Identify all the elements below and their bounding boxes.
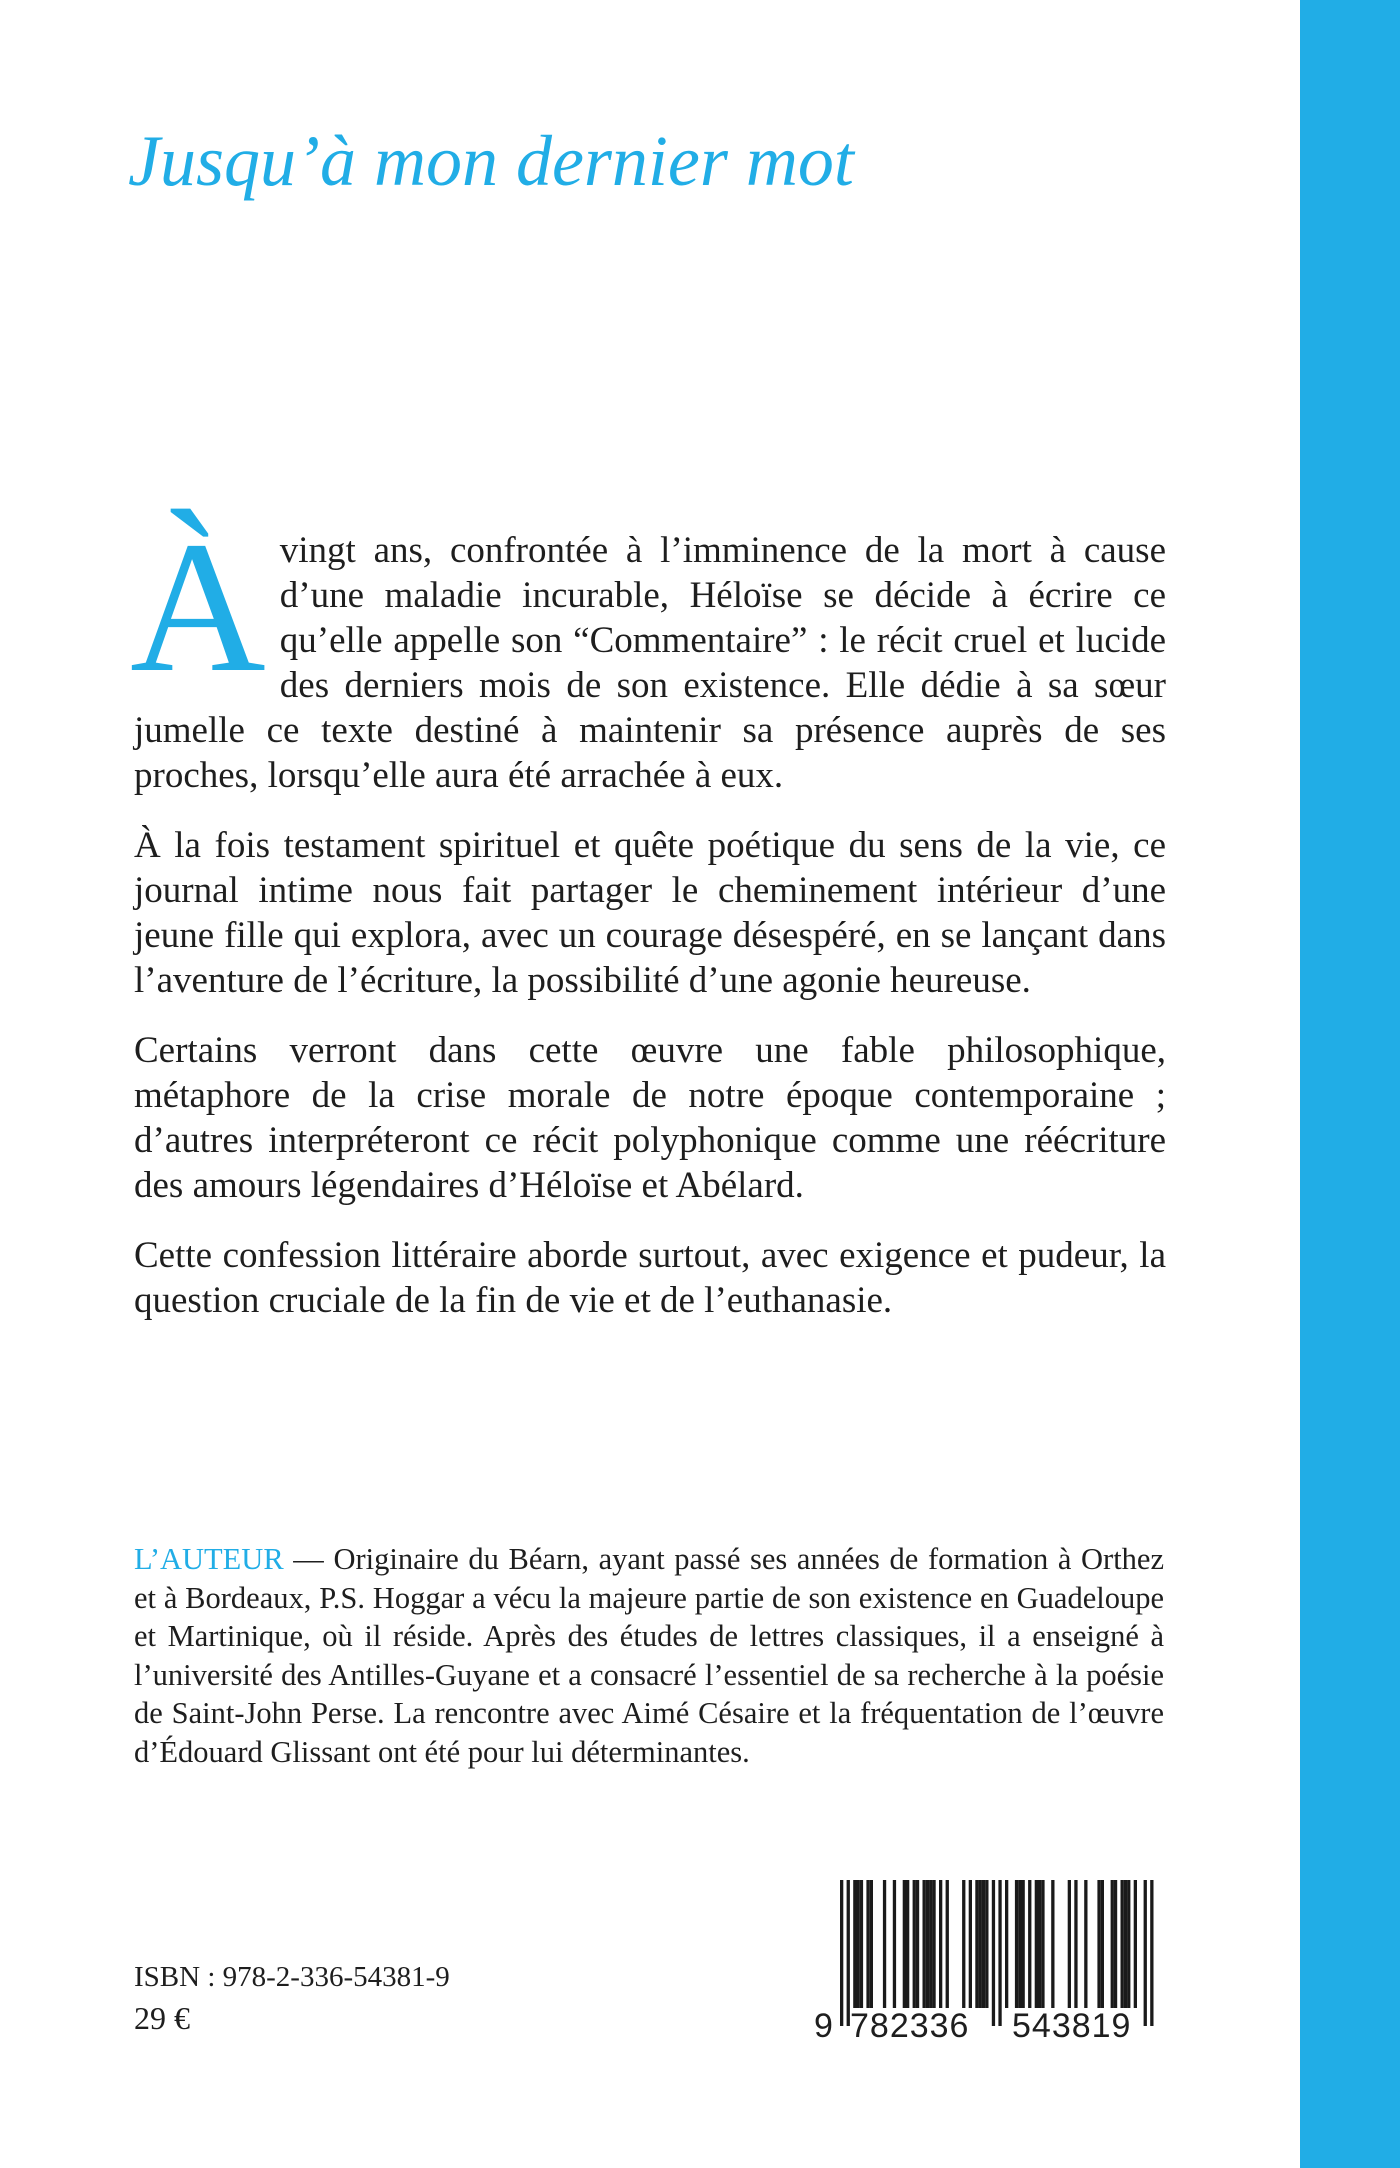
barcode-bar (929, 1880, 932, 2008)
barcode-bar (923, 1880, 926, 2008)
barcode-left-group: 782336 (850, 2007, 970, 2045)
barcode (814, 1880, 1166, 2048)
barcode-bar (847, 1880, 850, 2026)
barcode-bar (982, 1880, 985, 2008)
barcode-bar (1005, 1880, 1008, 2008)
barcode-bar (1038, 1880, 1041, 2008)
barcode-bar (939, 1880, 942, 2008)
barcode-first-digit: 9 (814, 2007, 834, 2045)
barcode-bar (1144, 1880, 1147, 2026)
blurb-paragraph-1 (130, 502, 1166, 798)
barcode-bar (893, 1880, 896, 2008)
blurb-paragraph-4: Cette confession littéraire aborde surtout, avec exigence et pudeur, la question cruciale de la fin de vie et de l’euthanasie. (134, 1235, 1166, 1321)
barcode-bar (1134, 1880, 1137, 2008)
barcode-bar (883, 1880, 886, 2008)
barcode-bar (1028, 1880, 1031, 2008)
barcode-bar (1097, 1880, 1100, 2008)
barcode-bar (975, 1880, 978, 2008)
barcode-bar (870, 1880, 873, 2008)
barcode-bar (1074, 1880, 1077, 2008)
barcode-bar (1022, 1880, 1025, 2008)
barcode-bar (998, 1880, 1001, 2026)
barcode-bar (860, 1880, 863, 2008)
barcode-bar (985, 1880, 988, 2008)
blurb-paragraph-2: À la fois testament spirituel et quête poétique du sens de la vie, ce journal intime nous fait partager le cheminement intérieur d’une jeune fille qui explora, avec un courage désespéré, en se lançant dans l’aventure de l’écriture, la possibilité d’une agonie heureuse. (134, 825, 1166, 1001)
barcode-bar (1068, 1880, 1071, 2008)
barcode-bar (1101, 1880, 1104, 2008)
isbn: ISBN : 978-2-336-54381-9 (134, 1961, 450, 1993)
drop-cap: À (130, 502, 266, 711)
barcode-bar (1018, 1880, 1021, 2008)
barcode-bar (1150, 1880, 1153, 2026)
barcode-bar (866, 1880, 869, 2008)
barcode-bar (962, 1880, 965, 2008)
author-bio-text: — Originaire du Béarn, ayant passé ses années de formation à Orthez et à Bordeaux, P.S. Hoggar a vécu la majeure partie de son existence en Guadeloupe et Martinique, où il réside. Après des études de lettres classiques, il a enseigné à l’université des Antilles-Guyane et a consacré l’essentiel de sa recherche à la poésie de Saint-John Perse. La rencontre avec Aimé Césaire et la fréquentation de l’œuvre d’Édouard Glissant ont été pour lui déterminantes. (134, 1542, 1164, 1769)
barcode-bar (1114, 1880, 1117, 2008)
spine-color-band (1300, 0, 1400, 2168)
barcode-bar (992, 1880, 995, 2026)
barcode-bar (1121, 1880, 1124, 2008)
barcode-right-group: 543819 (1012, 2007, 1132, 2045)
barcode-bar (916, 1880, 919, 2008)
barcode-bar (913, 1880, 916, 2008)
blurb-paragraph-1-text: vingt ans, confrontée à l’imminence de la mort à cause d’une maladie incurable, Héloïse se décide à écrire ce qu’elle appelle son “Commentaire” : le récit cruel et lucide des derniers mois de son existence. Elle dédie à sa sœur jumelle ce texte destiné à maintenir sa présence auprès de ses proches, lorsqu’elle aura été arrachée à eux. (134, 530, 1166, 796)
back-cover-blurb (130, 502, 1166, 1348)
barcode-bar (1051, 1880, 1054, 2008)
barcode-bar (926, 1880, 929, 2008)
barcode-bar (906, 1880, 909, 2008)
barcode-bar (1041, 1880, 1044, 2008)
barcode-bar (1015, 1880, 1018, 2008)
barcode-bar (857, 1880, 860, 2008)
author-label: L’AUTEUR (134, 1542, 284, 1576)
barcode-bar (840, 1880, 843, 2026)
author-bio-paragraph (134, 1540, 1164, 1771)
barcode-bar (946, 1880, 949, 2008)
barcode-bar (969, 1880, 972, 2008)
barcode-bar (903, 1880, 906, 2008)
barcode-bar (1124, 1880, 1127, 2008)
author-bio (134, 1540, 1164, 1771)
price: 29 € (134, 2000, 190, 2036)
book-title: Jusqu’à mon dernier mot (128, 121, 854, 201)
barcode-bar (1035, 1880, 1038, 2008)
barcode-bar (1111, 1880, 1114, 2008)
blurb-paragraph-3: Certains verront dans cette œuvre une fable philosophique, métaphore de la crise morale de notre époque contemporaine ; d’autres interpréteront ce récit polyphonique comme une réécriture des amours légendaires d’Héloïse et Abélard. (134, 1030, 1166, 1206)
barcode-bar (932, 1880, 935, 2008)
barcode-bar (979, 1880, 982, 2008)
barcode-bar (853, 1880, 856, 2008)
barcode-bar (1084, 1880, 1087, 2008)
barcode-bar (1127, 1880, 1130, 2008)
